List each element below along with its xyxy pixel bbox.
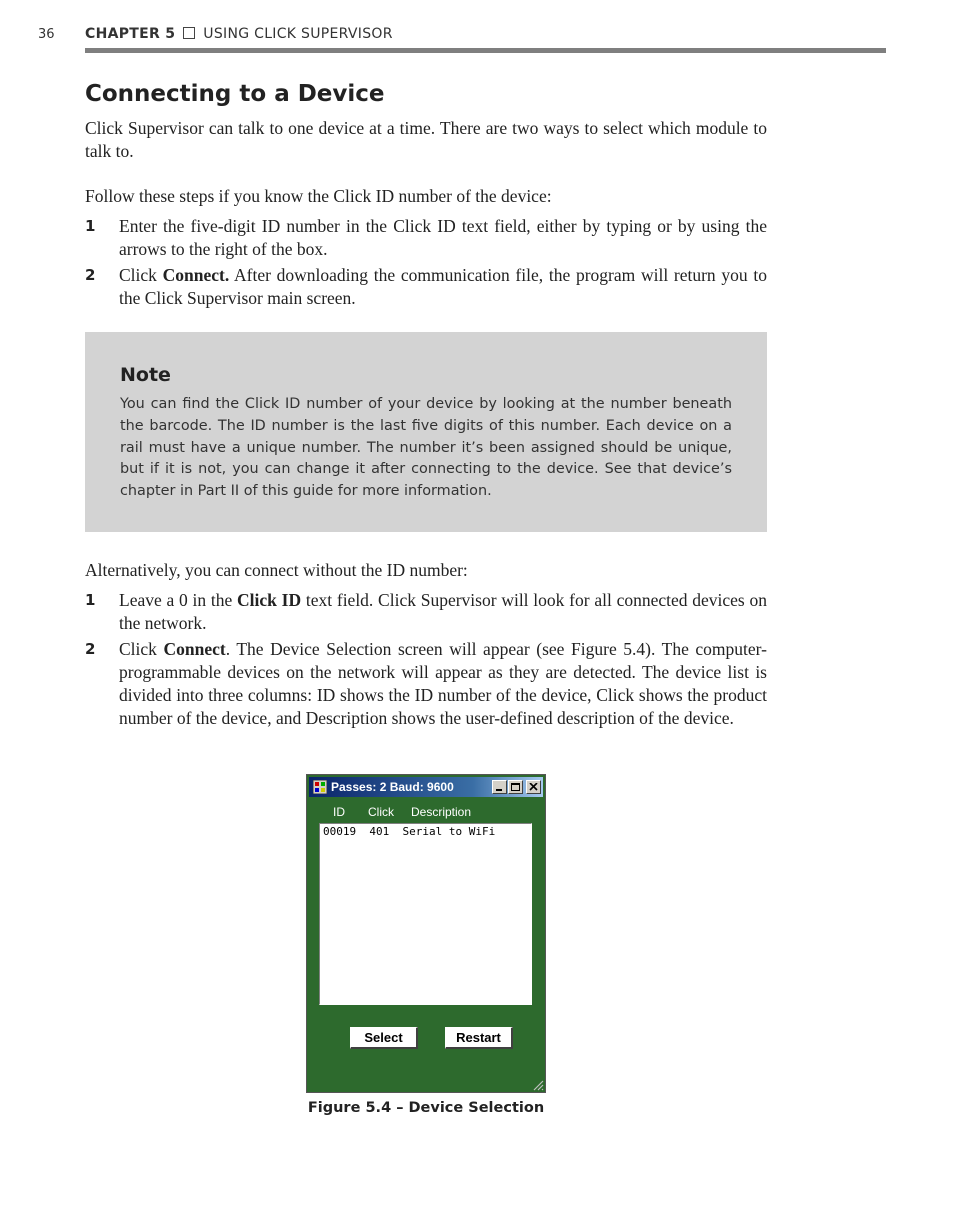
close-button[interactable] (526, 780, 541, 794)
method1-step-2 (85, 264, 767, 310)
chapter-title: USING CLICK SUPERVISOR (203, 26, 393, 42)
step-text: Leave a 0 in the Click ID text field. Click Supervisor will look for all connected devices on the network. (119, 590, 767, 633)
app-icon (313, 780, 327, 794)
device-selection-window (306, 774, 546, 1093)
step-text: Enter the five-digit ID number in the Click ID text field, either by typing or by using the arrows to the right of the box. (119, 216, 767, 259)
minimize-icon (495, 783, 504, 791)
column-header-description[interactable]: Description (411, 805, 472, 819)
resize-grip-icon[interactable] (532, 1079, 544, 1091)
note-body: You can find the Click ID number of your device by looking at the number beneath the barcode. The ID number is the last five digits of this number. Each device on a rail must have a unique number. The number it’s been assigned should be unique, but if it is not, you can change it after connecting to the device. See that device’s chapter in Part II of this guide for more information. (120, 396, 732, 500)
select-button[interactable]: Select (350, 1027, 418, 1049)
figure-caption: Figure 5.4 – Device Selection (307, 1100, 545, 1116)
step-number: 2 (85, 640, 96, 658)
chapter-label: CHAPTER 5 (85, 26, 176, 42)
header-rule (85, 48, 886, 53)
square-bullet-icon (183, 27, 195, 39)
device-list[interactable] (319, 823, 532, 1005)
method2-lead: Alternatively, you can connect without the ID number: (85, 560, 468, 580)
note-title: Note (120, 364, 171, 386)
section-title: Connecting to a Device (85, 81, 385, 107)
window-titlebar[interactable] (309, 777, 543, 797)
maximize-button[interactable] (508, 780, 523, 794)
minimize-button[interactable] (492, 780, 507, 794)
column-header-id[interactable]: ID (333, 805, 345, 819)
maximize-icon (511, 783, 520, 791)
step-number: 1 (85, 217, 96, 235)
method2-step-2 (85, 638, 767, 730)
column-header-click[interactable]: Click (368, 805, 394, 819)
note-box (85, 332, 767, 532)
close-icon (529, 783, 538, 791)
method2-step-1 (85, 589, 767, 635)
page-number: 36 (38, 27, 55, 42)
step-text: Click Connect. The Device Selection screen will appear (see Figure 5.4). The computer-programmable devices on the network will appear as they are detected. The device list is divided into three columns: ID shows the ID number of the device, Click shows the product number of the device, and Description shows the user-defined description of the device. (119, 639, 767, 728)
method1-step-1 (85, 215, 767, 261)
chapter-heading (85, 26, 393, 42)
intro-paragraph: Click Supervisor can talk to one device at a time. There are two ways to select which module to talk to. (85, 118, 767, 161)
step-text: Click Connect. After downloading the communication file, the program will return you to the Click Supervisor main screen. (119, 265, 767, 308)
step-number: 1 (85, 591, 96, 609)
method1-lead: Follow these steps if you know the Click ID number of the device: (85, 186, 552, 206)
step-number: 2 (85, 266, 96, 284)
window-title: Passes: 2 Baud: 9600 (331, 780, 454, 794)
restart-button[interactable]: Restart (445, 1027, 513, 1049)
list-item[interactable]: 00019 401 Serial to WiFi (323, 825, 496, 838)
